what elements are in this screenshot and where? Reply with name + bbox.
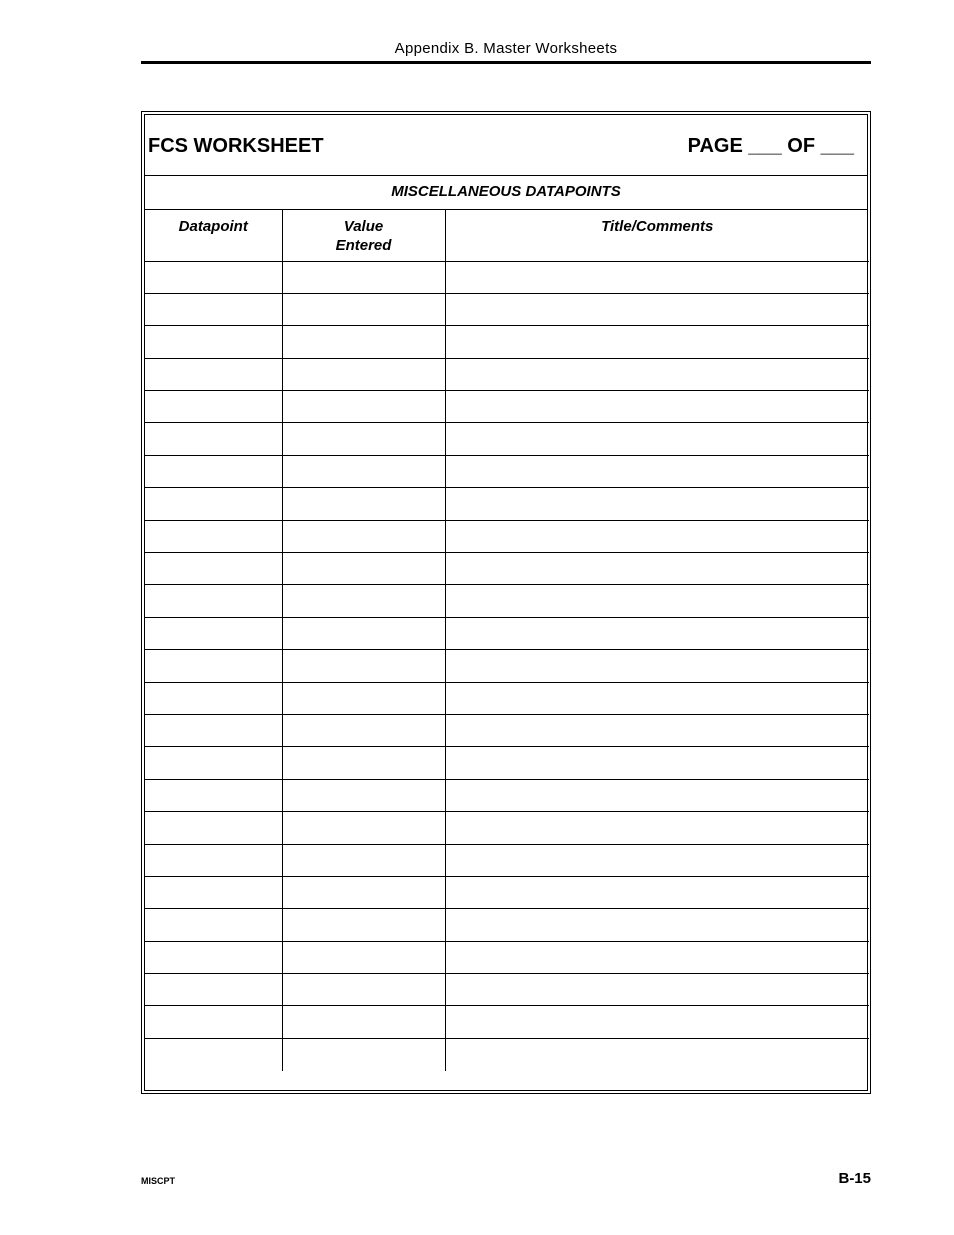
value-entered-cell bbox=[282, 714, 445, 746]
datapoint-cell bbox=[145, 941, 282, 973]
title-comments-cell bbox=[445, 391, 869, 423]
title-comments-cell bbox=[445, 812, 869, 844]
datapoint-cell bbox=[145, 909, 282, 941]
table-row bbox=[145, 1006, 869, 1038]
value-entered-cell bbox=[282, 876, 445, 908]
title-comments-cell bbox=[445, 553, 869, 585]
worksheet-frame bbox=[141, 111, 871, 1094]
table-row bbox=[145, 455, 869, 487]
value-entered-cell bbox=[282, 844, 445, 876]
running-header: Appendix B. Master Worksheets bbox=[394, 40, 618, 57]
table-row bbox=[145, 553, 869, 585]
table-row bbox=[145, 1038, 869, 1070]
datapoint-cell bbox=[145, 974, 282, 1006]
datapoint-cell bbox=[145, 293, 282, 325]
table-row bbox=[145, 650, 869, 682]
value-entered-cell bbox=[282, 520, 445, 552]
value-entered-cell bbox=[282, 261, 445, 293]
title-comments-cell bbox=[445, 617, 869, 649]
column-header-datapoint: Datapoint bbox=[145, 209, 282, 261]
title-comments-cell bbox=[445, 844, 869, 876]
datapoint-cell bbox=[145, 1038, 282, 1070]
datapoint-cell bbox=[145, 261, 282, 293]
title-comments-cell bbox=[445, 455, 869, 487]
value-entered-cell bbox=[282, 941, 445, 973]
title-comments-cell bbox=[445, 488, 869, 520]
datapoint-cell bbox=[145, 455, 282, 487]
table-row bbox=[145, 391, 869, 423]
datapoint-cell bbox=[145, 812, 282, 844]
table-row bbox=[145, 261, 869, 293]
table-row bbox=[145, 974, 869, 1006]
datapoint-cell bbox=[145, 779, 282, 811]
section-title: MISCELLANEOUS DATAPOINTS bbox=[145, 175, 867, 210]
title-comments-cell bbox=[445, 682, 869, 714]
title-comments-cell bbox=[445, 747, 869, 779]
table-row bbox=[145, 844, 869, 876]
worksheet-inner-frame bbox=[144, 114, 868, 1091]
datapoint-cell bbox=[145, 585, 282, 617]
value-entered-cell bbox=[282, 1038, 445, 1070]
datapoint-cell bbox=[145, 682, 282, 714]
value-entered-cell bbox=[282, 358, 445, 390]
footer-page-number: B-15 bbox=[838, 1170, 871, 1187]
table-row bbox=[145, 747, 869, 779]
table-row bbox=[145, 488, 869, 520]
datapoint-table bbox=[145, 209, 869, 1071]
datapoint-cell bbox=[145, 488, 282, 520]
datapoint-cell bbox=[145, 714, 282, 746]
table-row bbox=[145, 293, 869, 325]
page-of-label: PAGE ___ OF ___ bbox=[687, 135, 854, 157]
title-comments-cell bbox=[445, 261, 869, 293]
worksheet-title-row bbox=[145, 115, 867, 176]
title-comments-cell bbox=[445, 714, 869, 746]
value-entered-cell bbox=[282, 909, 445, 941]
title-comments-cell bbox=[445, 779, 869, 811]
column-header-title-comments: Title/Comments bbox=[445, 209, 869, 261]
title-comments-cell bbox=[445, 326, 869, 358]
table-header-row bbox=[145, 209, 869, 261]
table-row bbox=[145, 617, 869, 649]
value-entered-cell bbox=[282, 293, 445, 325]
title-comments-cell bbox=[445, 293, 869, 325]
table-row bbox=[145, 876, 869, 908]
datapoint-cell bbox=[145, 520, 282, 552]
title-comments-cell bbox=[445, 974, 869, 1006]
table-row bbox=[145, 941, 869, 973]
datapoint-cell bbox=[145, 1006, 282, 1038]
datapoint-cell bbox=[145, 650, 282, 682]
header-rule bbox=[141, 61, 871, 64]
table-row bbox=[145, 909, 869, 941]
datapoint-cell bbox=[145, 391, 282, 423]
value-entered-cell bbox=[282, 779, 445, 811]
table-row bbox=[145, 779, 869, 811]
datapoint-cell bbox=[145, 423, 282, 455]
footer-code: MISCPT bbox=[141, 1176, 176, 1186]
table-row bbox=[145, 682, 869, 714]
title-comments-cell bbox=[445, 358, 869, 390]
column-header-value-entered: Value Entered bbox=[282, 209, 445, 261]
title-comments-cell bbox=[445, 423, 869, 455]
datapoint-cell bbox=[145, 876, 282, 908]
title-comments-cell bbox=[445, 650, 869, 682]
datapoint-cell bbox=[145, 617, 282, 649]
title-comments-cell bbox=[445, 1038, 869, 1070]
value-entered-cell bbox=[282, 974, 445, 1006]
datapoint-cell bbox=[145, 553, 282, 585]
value-entered-cell bbox=[282, 1006, 445, 1038]
value-entered-cell bbox=[282, 812, 445, 844]
table-row bbox=[145, 326, 869, 358]
title-comments-cell bbox=[445, 909, 869, 941]
value-entered-cell bbox=[282, 747, 445, 779]
value-entered-cell bbox=[282, 617, 445, 649]
value-entered-cell bbox=[282, 682, 445, 714]
table-row bbox=[145, 520, 869, 552]
title-comments-cell bbox=[445, 520, 869, 552]
worksheet-title: FCS WORKSHEET bbox=[148, 135, 324, 157]
table-row bbox=[145, 714, 869, 746]
table-row bbox=[145, 423, 869, 455]
datapoint-cell bbox=[145, 326, 282, 358]
value-entered-cell bbox=[282, 423, 445, 455]
value-entered-cell bbox=[282, 650, 445, 682]
value-entered-cell bbox=[282, 488, 445, 520]
title-comments-cell bbox=[445, 876, 869, 908]
value-entered-cell bbox=[282, 585, 445, 617]
table-body bbox=[145, 261, 869, 1071]
table-row bbox=[145, 358, 869, 390]
datapoint-cell bbox=[145, 747, 282, 779]
table-row bbox=[145, 585, 869, 617]
value-entered-cell bbox=[282, 553, 445, 585]
title-comments-cell bbox=[445, 585, 869, 617]
table-row bbox=[145, 812, 869, 844]
value-entered-cell bbox=[282, 455, 445, 487]
datapoint-cell bbox=[145, 358, 282, 390]
value-entered-cell bbox=[282, 326, 445, 358]
title-comments-cell bbox=[445, 941, 869, 973]
datapoint-cell bbox=[145, 844, 282, 876]
value-entered-cell bbox=[282, 391, 445, 423]
title-comments-cell bbox=[445, 1006, 869, 1038]
